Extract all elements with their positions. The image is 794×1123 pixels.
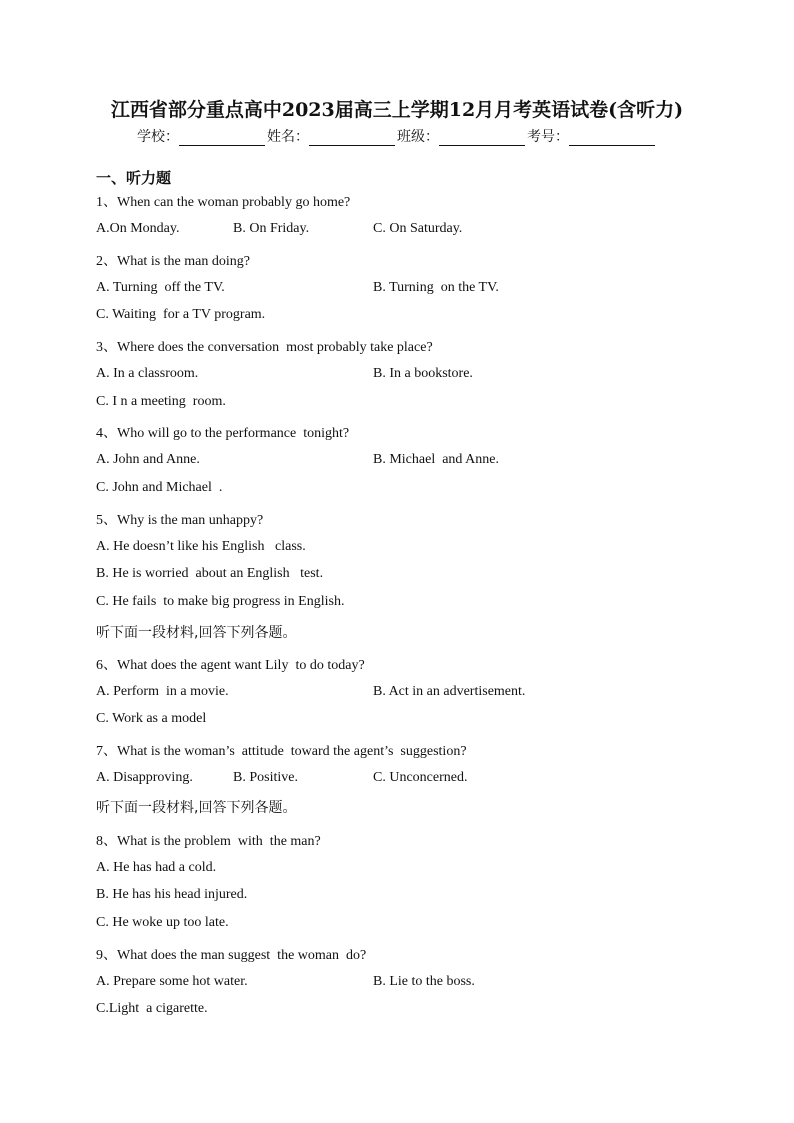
q1-option-a: A.On Monday. — [96, 221, 180, 236]
section-heading: 一、听力题 — [96, 169, 172, 187]
class-blank[interactable] — [439, 131, 525, 146]
question-4: 4、Who will go to the performance tonight? — [96, 426, 350, 441]
question-1: 1、When can the woman probably go home? — [96, 195, 351, 210]
instruction-text: 听下面一段材料,回答下列各题。 — [96, 625, 297, 641]
question-6: 6、What does the agent want Lily to do today? — [96, 658, 365, 673]
question-3: 3、Where does the conversation most probably take place? — [96, 340, 433, 355]
q4-option-a: A. John and Anne. — [96, 452, 200, 467]
exam-number-blank[interactable] — [569, 131, 655, 146]
q6-option-c: C. Work as a model — [96, 711, 207, 726]
q2-option-b: B. Turning on the TV. — [373, 280, 499, 295]
page-title: 江西省部分重点高中2023届高三上学期12月月考英语试卷(含听力) — [110, 99, 684, 121]
q4-option-b: B. Michael and Anne. — [373, 452, 499, 467]
q8-option-c: C. He woke up too late. — [96, 915, 229, 930]
q8-option-a: A. He has had a cold. — [96, 860, 217, 875]
question-9: 9、What does the man suggest the woman do? — [96, 948, 367, 963]
q5-option-c: C. He fails to make big progress in English. — [96, 594, 345, 609]
q8-option-b: B. He has his head injured. — [96, 887, 248, 902]
exam-number-label: 考号： — [527, 129, 569, 145]
name-blank[interactable] — [309, 131, 395, 146]
question-7: 7、What is the woman’s attitude toward the agent’s suggestion? — [96, 744, 467, 759]
q1-option-b: B. On Friday. — [233, 221, 310, 236]
school-label: 学校： — [137, 129, 179, 145]
q9-option-a: A. Prepare some hot water. — [96, 974, 248, 989]
q7-option-c: C. Unconcerned. — [373, 770, 468, 785]
q7-option-a: A. Disapproving. — [96, 770, 193, 785]
q4-option-c: C. John and Michael . — [96, 480, 223, 495]
q3-option-c: C. I n a meeting room. — [96, 394, 226, 409]
q2-option-c: C. Waiting for a TV program. — [96, 307, 266, 322]
q7-option-b: B. Positive. — [233, 770, 298, 785]
school-blank[interactable] — [179, 131, 265, 146]
q3-option-a: A. In a classroom. — [96, 366, 199, 381]
class-label: 班级： — [397, 129, 439, 145]
name-label: 姓名： — [267, 129, 309, 145]
q6-option-b: B. Act in an advertisement. — [373, 684, 526, 699]
q5-option-a: A. He doesn’t like his English class. — [96, 539, 306, 554]
student-info-row — [0, 126, 794, 146]
q3-option-b: B. In a bookstore. — [373, 366, 473, 381]
q5-option-b: B. He is worried about an English test. — [96, 566, 324, 581]
instruction-text: 听下面一段材料,回答下列各题。 — [96, 800, 297, 816]
question-5: 5、Why is the man unhappy? — [96, 513, 264, 528]
q9-option-b: B. Lie to the boss. — [373, 974, 475, 989]
q9-option-c: C.Light a cigarette. — [96, 1001, 208, 1016]
question-8: 8、What is the problem with the man? — [96, 834, 321, 849]
q6-option-a: A. Perform in a movie. — [96, 684, 229, 699]
question-2: 2、What is the man doing? — [96, 254, 250, 269]
q1-option-c: C. On Saturday. — [373, 221, 463, 236]
q2-option-a: A. Turning off the TV. — [96, 280, 225, 295]
